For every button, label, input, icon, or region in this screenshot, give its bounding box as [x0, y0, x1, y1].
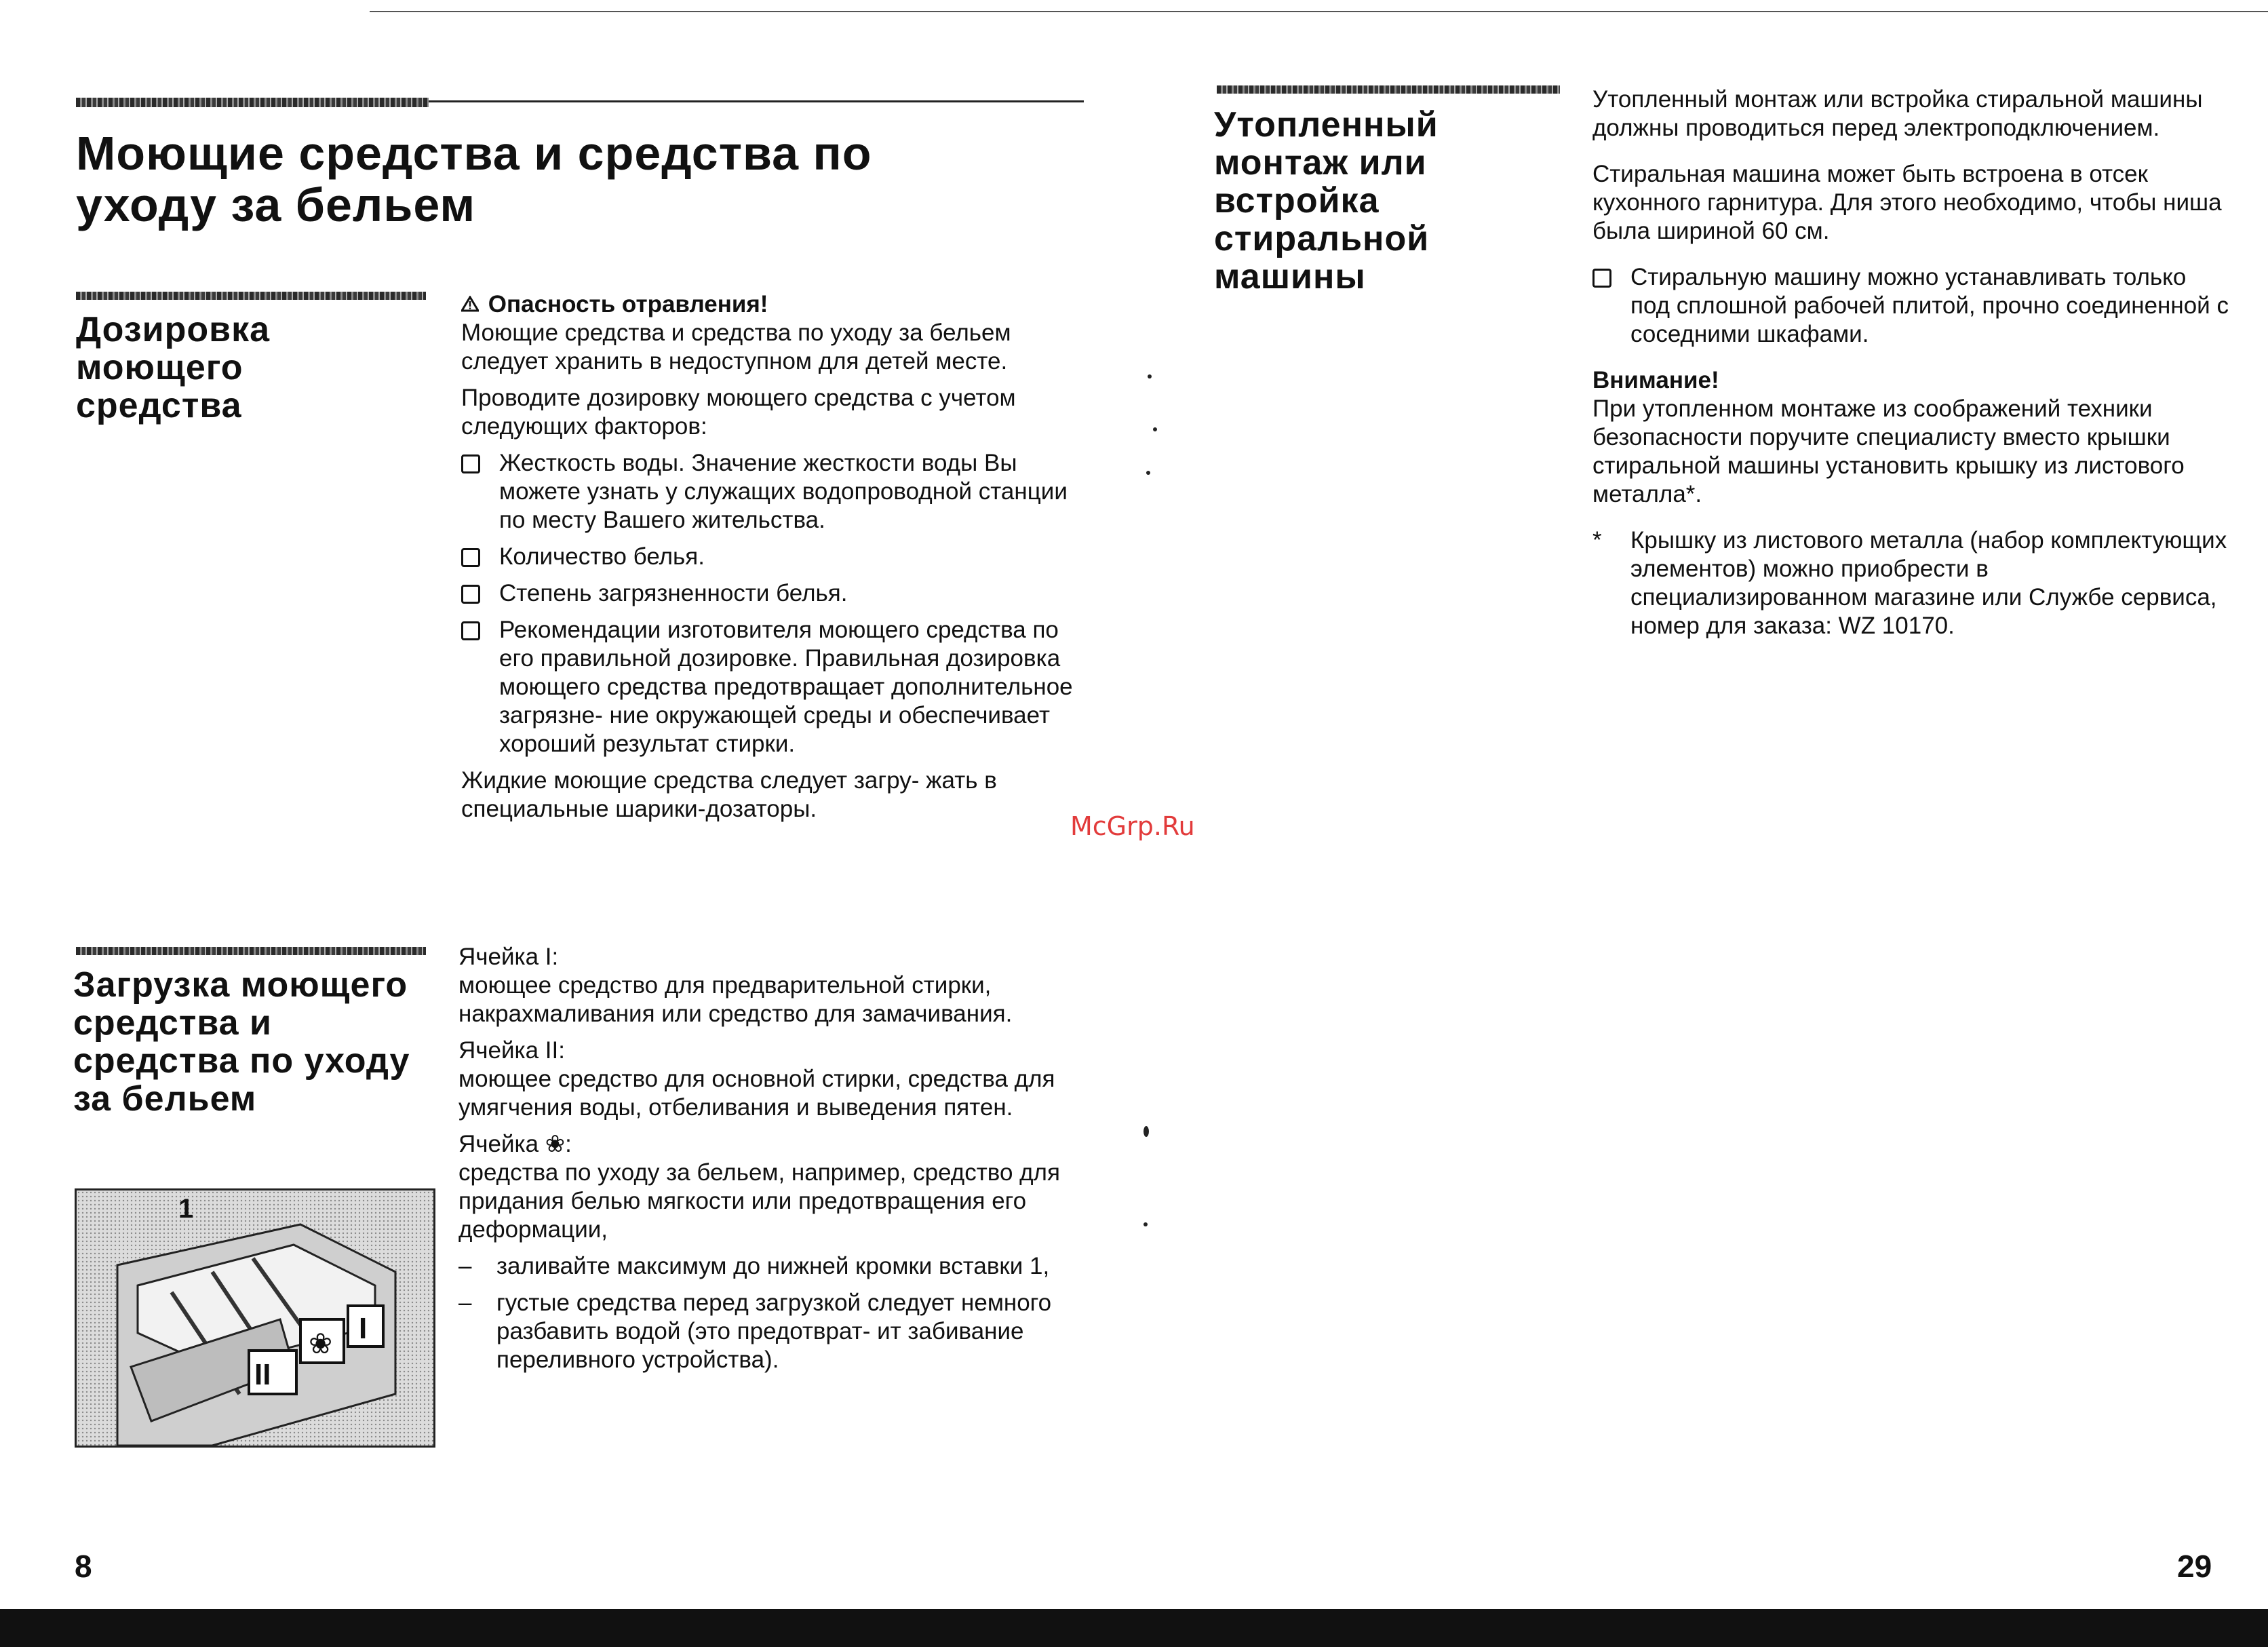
- checkbox-icon: [1592, 269, 1611, 288]
- checkbox-icon: [461, 621, 480, 640]
- warning-title: Опасность отравления!: [488, 291, 768, 317]
- list-item: Количество белья.: [461, 543, 1092, 571]
- figure-label-cell2: II: [254, 1358, 271, 1391]
- loading-heading: Загрузка моющего средства и средства по уходу за бельем: [73, 965, 410, 1119]
- list-item: Стиральную машину можно устанавливать только под сплошной рабочей плитой, прочно соединенной с соседними шкафами.: [1592, 263, 2230, 349]
- dosing-heading: Дозировка моющего средства: [76, 310, 271, 425]
- top-border-line: [370, 11, 2268, 12]
- right-heading-rule: [1217, 85, 1560, 94]
- watermark: McGrp.Ru: [1070, 811, 1195, 841]
- cell2-text: моющее средство для основной стирки, средства для умягчения воды, отбеливания и выведения пятен.: [458, 1066, 1055, 1121]
- right-bullet-list: [1592, 263, 2230, 349]
- right-heading: Утопленный монтаж или встройка стиральной машины: [1214, 105, 1439, 296]
- detergent-drawer-illustration: [75, 1188, 435, 1448]
- warning-triangle-icon: [461, 290, 482, 319]
- scan-speck: [1148, 374, 1152, 379]
- right-para2: Стиральная машина может быть встроена в отсек кухонного гарнитура. Для этого необходимо, чтобы ниша была шириной 60 см.: [1592, 161, 2222, 244]
- checkbox-icon: [461, 548, 480, 567]
- warning-text: Моющие средства и средства по уходу за бельем следует хранить в недоступном для детей месте.: [461, 319, 1011, 374]
- list-item: Рекомендации изготовителя моющего средства по его правильной дозировке. Правильная дозировка моющего средства предотвращает дополнительное загрязне- ние окружающей среды и обеспечивает хороший результат стирки.: [461, 616, 1092, 758]
- right-body: [1592, 85, 2230, 648]
- dosing-rule: [76, 292, 426, 300]
- dosing-intro: Проводите дозировку моющего средства с учетом следующих факторов:: [461, 385, 1016, 440]
- scan-speck: [1143, 1126, 1149, 1137]
- list-item: * Крышку из листового металла (набор комплектующих элементов) можно приобрести в специализированном магазине или Службе сервиса, номер для заказа: WZ 10170.: [1592, 527, 2227, 639]
- loading-body: [458, 943, 1096, 1382]
- figure-label-insert: 1: [178, 1194, 194, 1224]
- list-item: Жесткость воды. Значение жесткости воды Вы можете узнать у служащих водопроводной станции по месту Вашего жительства.: [461, 449, 1092, 535]
- figure-label-cell1: I: [359, 1312, 368, 1345]
- cell2-label: Ячейка II:: [458, 1037, 565, 1064]
- list-item: – заливайте максимум до нижней кромки вставки 1,: [458, 1253, 1050, 1279]
- checkbox-icon: [461, 454, 480, 473]
- dash-marker: –: [458, 1253, 472, 1279]
- attention-text: При утопленном монтаже из соображений техники безопасности поручите специалисту вместо крышки стиральной машины установить крышку из листового металла*.: [1592, 395, 2185, 507]
- cell1-text: моющее средство для предварительной стирки, накрахмаливания или средство для замачивания.: [458, 972, 1013, 1027]
- page-number-right: 29: [2177, 1549, 2212, 1584]
- page-number-left: 8: [75, 1549, 92, 1584]
- cell3-label: Ячейка ❀:: [458, 1131, 572, 1157]
- right-para1: Утопленный монтаж или встройка стиральной машины должны проводиться перед электроподключением.: [1592, 86, 2203, 141]
- flower-icon: ❀: [309, 1327, 333, 1360]
- dash-marker: –: [458, 1290, 472, 1316]
- dosing-factor-list: [461, 449, 1092, 758]
- page-title: Моющие средства и средства по уходу за бельем: [76, 127, 872, 231]
- scan-speck: [1143, 1222, 1148, 1226]
- loading-notes: [458, 1252, 1096, 1374]
- bottom-scan-bar: [0, 1609, 2268, 1647]
- list-item: – густые средства перед загрузкой следует немного разбавить водой (это предотврат- ит забивание переливного устройства).: [458, 1290, 1052, 1373]
- cell1-label: Ячейка I:: [458, 944, 559, 970]
- scan-speck: [1146, 471, 1150, 475]
- dosing-body: [461, 290, 1092, 832]
- scan-speck: [1153, 427, 1157, 431]
- footnote-list: [1592, 526, 2230, 640]
- loading-rule: [76, 947, 426, 955]
- checkbox-icon: [461, 585, 480, 604]
- title-rule-line: [429, 100, 1084, 102]
- attention-title: Внимание!: [1592, 367, 1719, 393]
- cell3-text: средства по уходу за бельем, например, средство для придания белью мягкости или предотвращения его деформации,: [458, 1159, 1060, 1243]
- liquid-note: Жидкие моющие средства следует загру- жать в специальные шарики-дозаторы.: [461, 767, 997, 822]
- list-item: Степень загрязненности белья.: [461, 579, 1092, 608]
- title-rule-pattern: [76, 98, 429, 107]
- asterisk-marker: *: [1592, 527, 1602, 554]
- warning-line: [461, 290, 1092, 319]
